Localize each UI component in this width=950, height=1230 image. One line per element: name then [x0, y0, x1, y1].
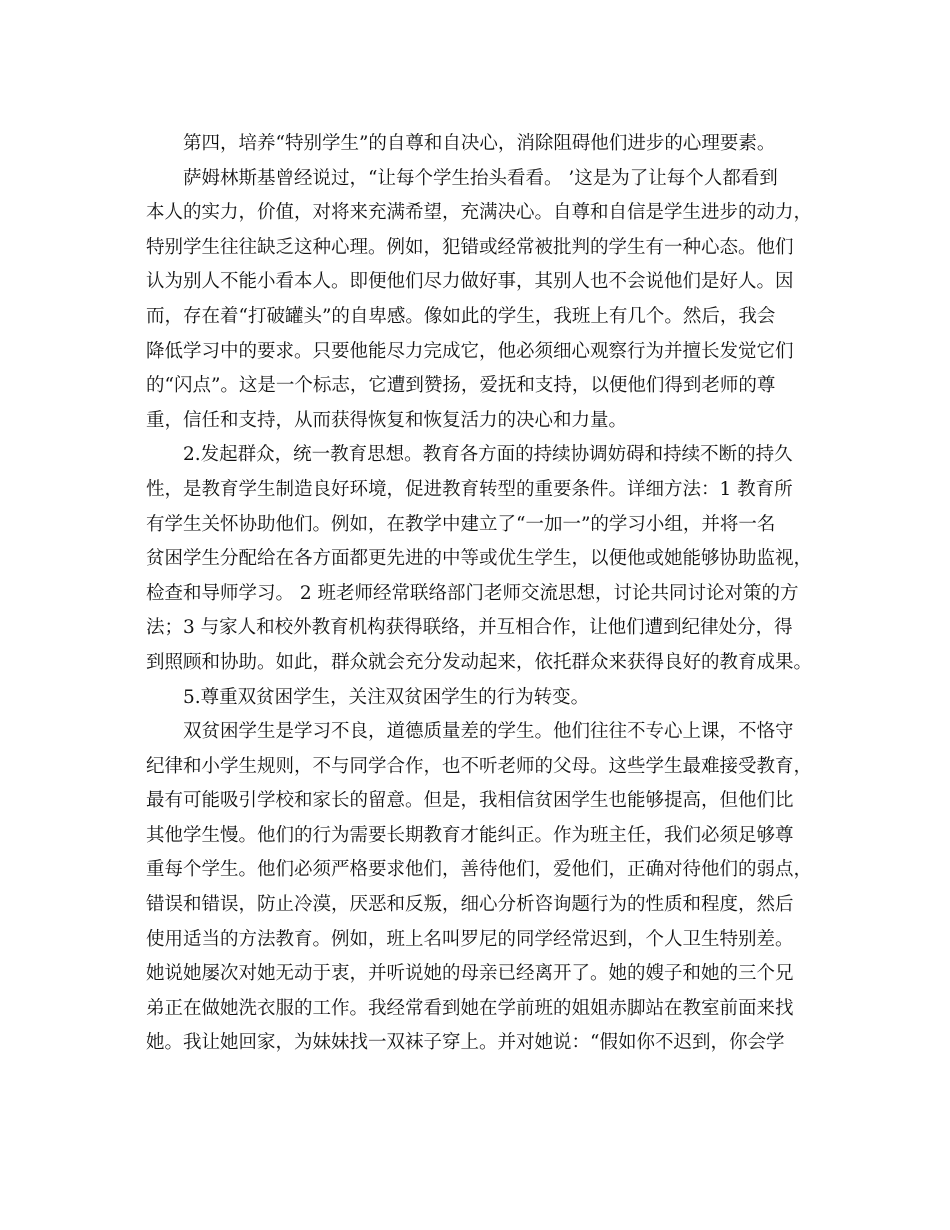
paragraph-line: 贫困学生分配给在各方面都更先进的中等或优生学生，以便他或她能够协助监视，: [146, 548, 813, 570]
paragraph-line: 她。我让她回家，为妹妹找一双袜子穿上。并对她说：“假如你不迟到，你会学: [146, 1032, 785, 1054]
paragraph-line: 认为别人不能小看本人。即便他们尽力做好事，其别人也不会说他们是好人。因: [146, 271, 794, 293]
paragraph-line: 性，是教育学生制造良好环境，促进教育转型的重要条件。详细方法：1 教育所: [146, 478, 793, 500]
paragraph-line: 检查和导师学习。 2 班老师经常联络部门老师交流思想，讨论共同讨论对策的方: [146, 582, 799, 604]
paragraph-line: 到照顾和协助。如此，群众就会充分发动起来，依托群众来获得良好的教育成果。: [146, 651, 813, 673]
paragraph-line: 萨姆林斯基曾经说过，“让每个学生抬头看看。 ’这是为了让每个人都看到: [183, 167, 778, 189]
paragraph-line: 的“闪点”。这是一个标志，它遭到赞扬，爱抚和支持，以便他们得到老师的尊: [146, 375, 776, 397]
paragraph-line: 错误和错误，防止冷漠，厌恶和反叛，细心分析咨询题行为的性质和程度，然后: [146, 894, 794, 916]
body-text: [146, 127, 813, 1061]
paragraph-line: 而，存在着“打破罐头”的自卑感。像如此的学生，我班上有几个。然后，我会: [146, 305, 776, 327]
paragraph-line: 其他学生慢。他们的行为需要长期教育才能纠正。作为班主任，我们必须足够尊: [146, 824, 794, 846]
paragraph-line: 纪律和小学生规则，不与同学合作，也不听老师的父母。这些学生最难接受教育，: [146, 755, 813, 777]
paragraph-line: 最有可能吸引学校和家长的留意。但是，我相信贫困学生也能够提高，但他们比: [146, 790, 794, 812]
paragraph-line: 双贫困学生是学习不良，道德质量差的学生。他们往往不专心上课，不恪守: [183, 721, 794, 743]
paragraph-line: 特别学生往往缺乏这种心理。例如，犯错或经常被批判的学生有一种心态。他们: [146, 236, 794, 258]
paragraph-line: 她说她屡次对她无动于衷，并听说她的母亲已经离开了。她的嫂子和她的三个兄: [146, 963, 794, 985]
paragraph-line: 2.发起群众，统一教育思想。教育各方面的持续协调妨碍和持续不断的持久: [183, 444, 793, 466]
paragraph-line: 使用适当的方法教育。例如，班上名叫罗尼的同学经常迟到，个人卫生特别差。: [146, 928, 794, 950]
paragraph-line: 法；3 与家人和校外教育机构获得联络，并互相合作，让他们遭到纪律处分，得: [146, 617, 793, 639]
paragraph-line: 本人的实力，价值，对将来充满希望，充满决心。自尊和自信是学生进步的动力，: [146, 202, 813, 224]
paragraph-line: 第四，培养“特别学生”的自尊和自决心，消除阻碍他们进步的心理要素。: [183, 133, 776, 154]
paragraph-line: 重，信任和支持，从而获得恢复和恢复活力的决心和力量。: [146, 409, 628, 431]
paragraph-line: 降低学习中的要求。只要他能尽力完成它，他必须细心观察行为并擅长发觉它们: [146, 340, 794, 362]
paragraph-line: 重每个学生。他们必须严格要求他们，善待他们，爱他们，正确对待他们的弱点，: [146, 859, 813, 881]
paragraph-line: 弟正在做她洗衣服的工作。我经常看到她在学前班的姐姐赤脚站在教室前面来找: [146, 997, 794, 1019]
paragraph-line: 有学生关怀协助他们。例如，在教学中建立了“一加一”的学习小组，并将一名: [146, 513, 776, 535]
paragraph-line: 5.尊重双贫困学生，关注双贫困学生的行为转变。: [183, 686, 590, 708]
